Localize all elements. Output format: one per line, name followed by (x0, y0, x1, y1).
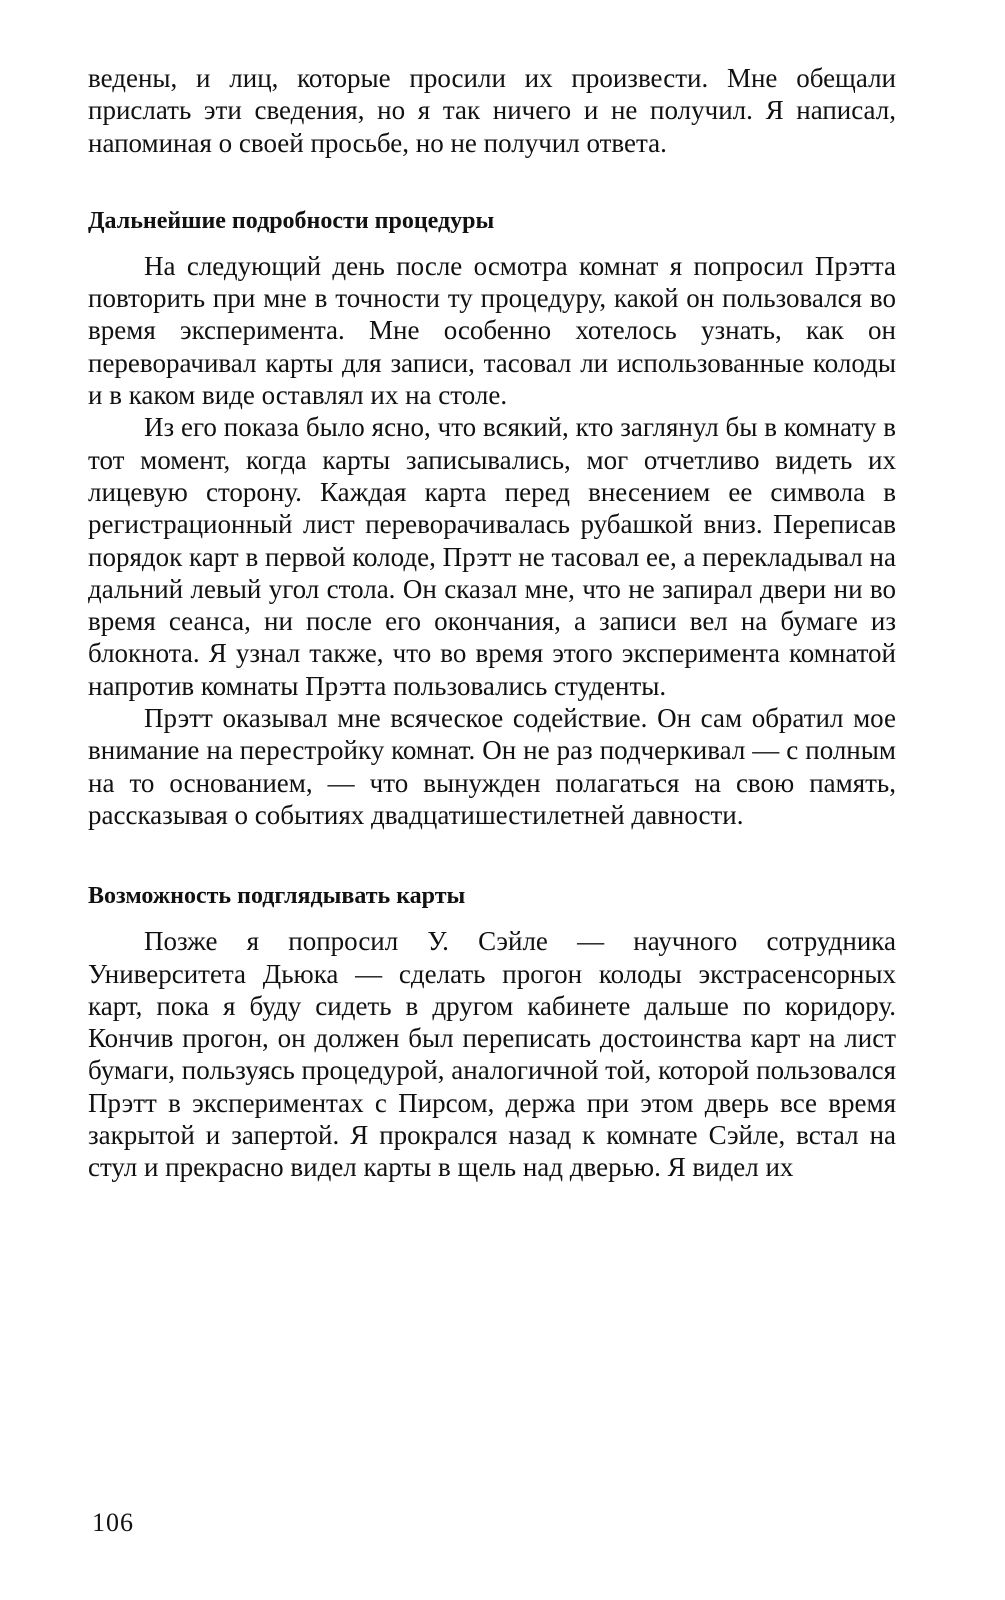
paragraph: На следующий день после осмотра комнат я попросил Прэтта повторить при мне в точности ту процедуру, какой он пользовался во время эксперимента. Мне особенно хотелось узнать, как он переворачивал карты для записи, тасовал ли использованные колоды и в каком виде оставлял их на столе. (88, 250, 896, 411)
page-number: 106 (92, 1508, 134, 1537)
section-heading-procedure: Дальнейшие подробности процедуры (88, 207, 495, 234)
section-heading-peeking: Возможность подглядывать карты (88, 883, 466, 910)
paragraph: Прэтт оказывал мне всяческое содействие. Он сам обратил мое внимание на перестройку комнат. Он не раз подчеркивал — с полным на то основанием, — что вынужден полагаться на свою память, рассказывая о событиях двадцатишестилетней давности. (88, 703, 896, 830)
paragraph: Позже я попросил У. Сэйле — научного сотрудника Университета Дьюка — сделать прогон колоды экстрасенсорных карт, пока я буду сидеть в другом кабинете дальше по коридору. Кончив прогон, он должен был переписать достоинства карт на лист бумаги, пользуясь процедурой, аналогичной той, которой пользовался Прэтт в экспериментах с Пирсом, держа при этом дверь все время закрытой и запертой. Я прокрался назад к комнате Сэйле, встал на стул и прекрасно видел карты в щель над дверью. Я видел их (88, 926, 896, 1183)
paragraph: Из его показа было ясно, что всякий, кто заглянул бы в комнату в тот момент, когда карты записывались, мог отчетливо видеть их лицевую сторону. Каждая карта перед внесением ее символа в регистрационный лист переворачивалась рубашкой вниз. Переписав порядок карт в первой колоде, Прэтт не тасовал ее, а перекладывал на дальний левый угол стола. Он сказал мне, что не запирал двери ни во время сеанса, ни после его окончания, а записи вел на бумаге из блокнота. Я узнал также, что во время этого эксперимента комнатой напротив комнаты Прэтта пользовались студенты. (88, 412, 896, 701)
document-page (88, 62, 896, 1184)
paragraph-continued: ведены, и лиц, которые просили их произвести. Мне обещали прислать эти сведения, но я так ничего и не получил. Я написал, напоминая о своей просьбе, но не получил ответа. (88, 63, 896, 158)
